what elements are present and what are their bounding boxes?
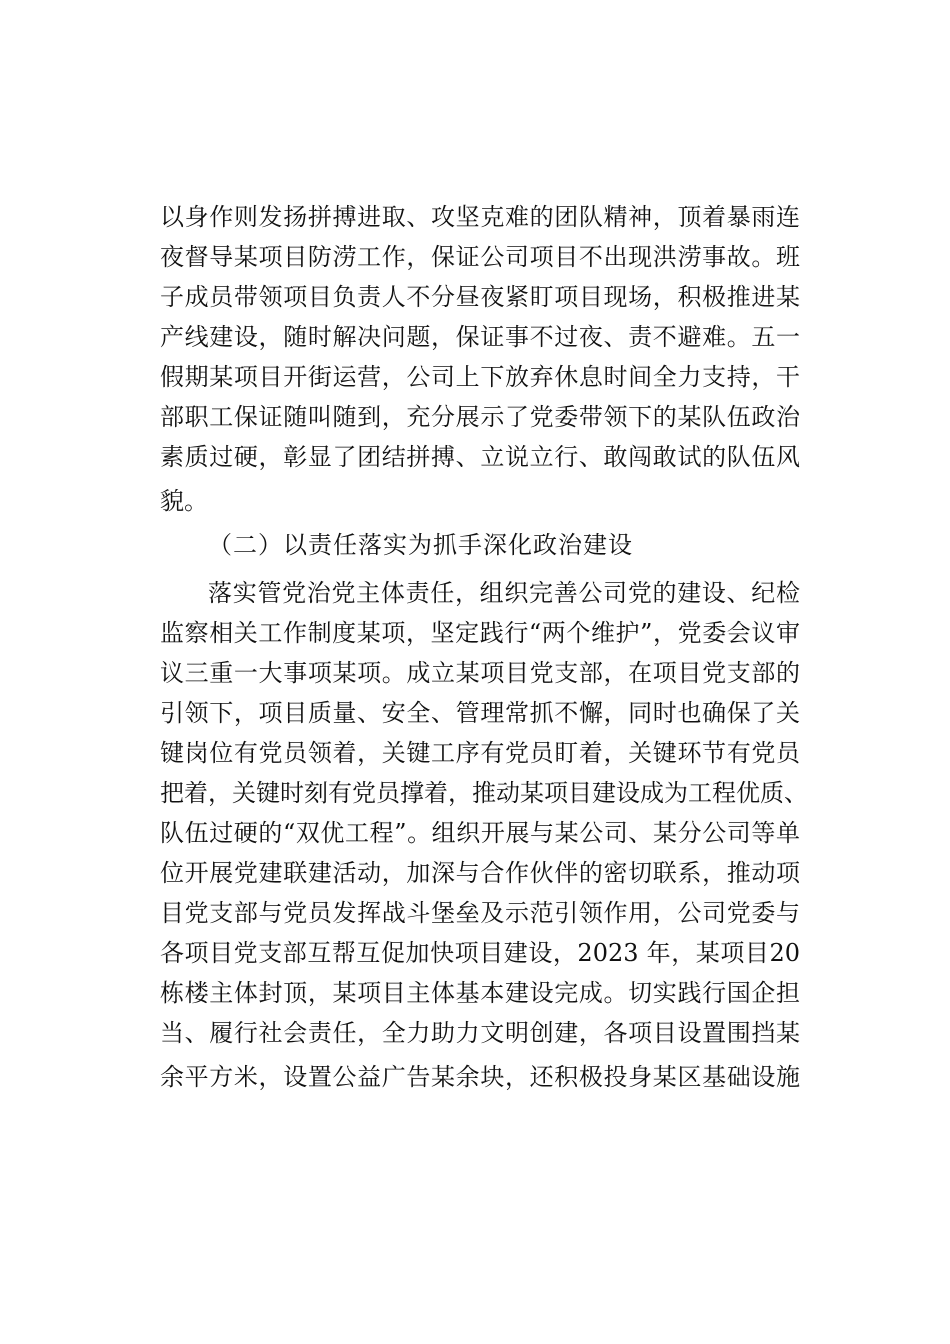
text-line: 键岗位有党员领着，关键工序有党员盯着，关键环节有党员	[160, 739, 800, 767]
text-line: 部职工保证随叫随到，充分展示了党委带领下的某队伍政治	[160, 403, 800, 431]
text-line: 以身作则发扬拼搏进取、攻坚克难的团队精神，顶着暴雨连	[160, 203, 800, 231]
text-line: 余平方米，设置公益广告某余块，还积极投身某区基础设施	[160, 1063, 800, 1091]
text-line: 议三重一大事项某项。成立某项目党支部，在项目党支部的	[160, 659, 800, 687]
text-line: 夜督导某项目防涝工作，保证公司项目不出现洪涝事故。班	[160, 243, 800, 271]
text-line: 把着，关键时刻有党员撑着，推动某项目建设成为工程优质、	[160, 779, 808, 807]
text-line: 素质过硬，彰显了团结拼搏、立说立行、敢闯敢试的队伍风	[160, 443, 800, 471]
text-line: 栋楼主体封顶，某项目主体基本建设完成。切实践行国企担	[160, 979, 800, 1007]
text-line: 各项目党支部互帮互促加快项目建设，2023 年，某项目20	[160, 939, 800, 967]
text-line: 落实管党治党主体责任，组织完善公司党的建设、纪检	[208, 579, 800, 607]
text-line: 引领下，项目质量、安全、管理常抓不懈，同时也确保了关	[160, 699, 800, 727]
section-heading: （二）以责任落实为抓手深化政治建设	[208, 531, 633, 559]
text-line: 假期某项目开街运营，公司上下放弃休息时间全力支持，干	[160, 363, 800, 391]
text-line: 子成员带领项目负责人不分昼夜紧盯项目现场，积极推进某	[160, 283, 800, 311]
text-line: 队伍过硬的“双优工程”。组织开展与某公司、某分公司等单	[160, 819, 800, 847]
text-line: 产线建设，随时解决问题，保证事不过夜、责不避难。五一	[160, 323, 800, 351]
text-line: 目党支部与党员发挥战斗堡垒及示范引领作用，公司党委与	[160, 899, 800, 927]
text-line: 监察相关工作制度某项，坚定践行“两个维护”，党委会议审	[160, 619, 800, 647]
text-line: 当、履行社会责任，全力助力文明创建，各项目设置围挡某	[160, 1019, 800, 1047]
text-line: 位开展党建联建活动，加深与合作伙伴的密切联系，推动项	[160, 859, 800, 887]
text-line: 貌。	[160, 487, 208, 515]
